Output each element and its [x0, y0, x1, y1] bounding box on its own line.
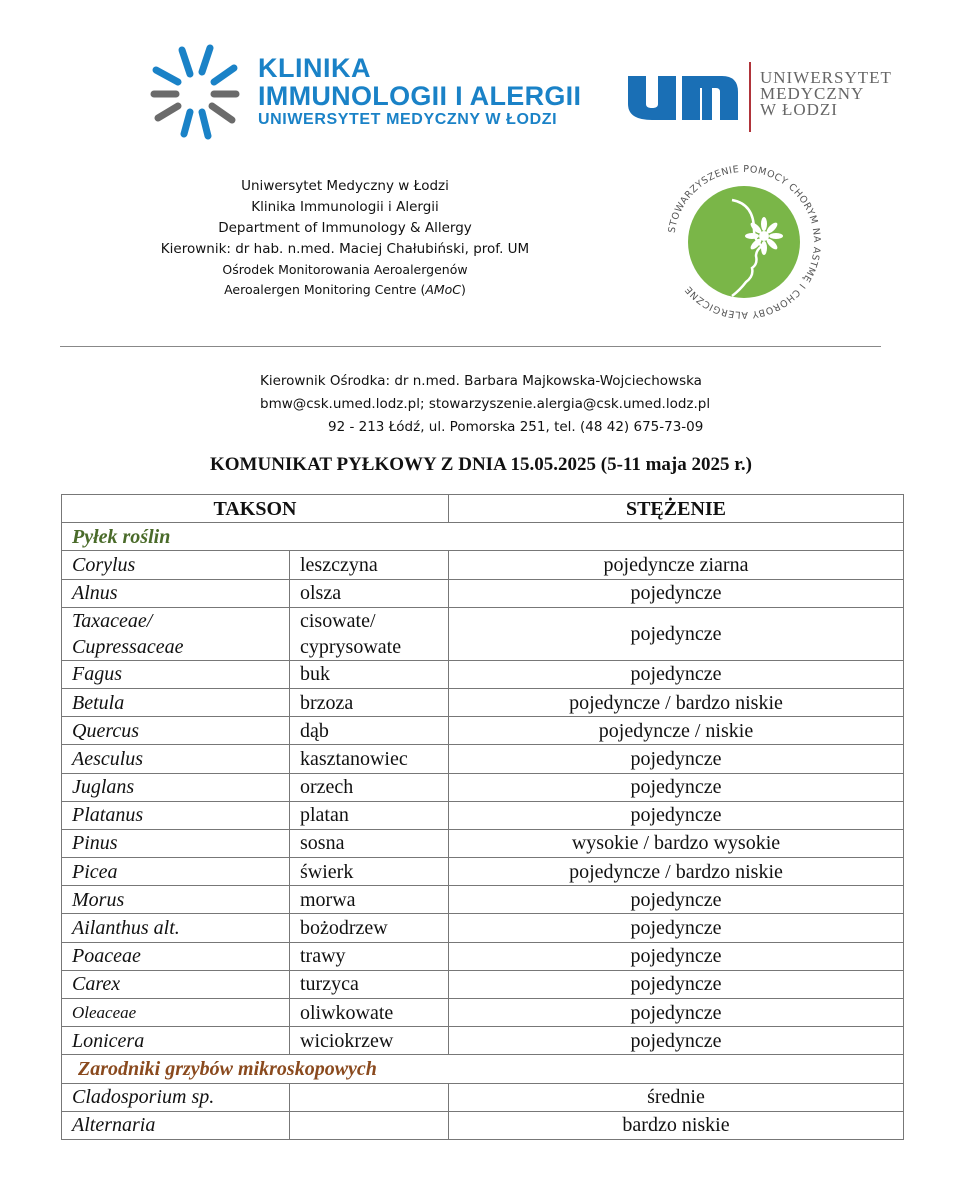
- taxon-latin: Quercus: [62, 717, 290, 745]
- taxon-latin: Alternaria: [62, 1111, 290, 1139]
- concentration: pojedyncze / bardzo niskie: [449, 688, 904, 716]
- institution-line: Klinika Immunologii i Alergii: [251, 199, 439, 215]
- concentration: pojedyncze ziarna: [449, 551, 904, 579]
- taxon-latin: Cladosporium sp.: [62, 1083, 290, 1111]
- taxon-polish: [290, 1083, 449, 1111]
- institution-centre-pl: Ośrodek Monitorowania Aeroalergenów: [222, 262, 468, 277]
- pollen-table: [61, 494, 904, 1140]
- institution-line: Uniwersytet Medyczny w Łodzi: [241, 178, 449, 194]
- taxon-polish: oliwkowate: [290, 999, 449, 1027]
- association-logo-circle: [688, 186, 800, 298]
- header-concentration: STĘŻENIE: [449, 495, 904, 523]
- taxon-polish: brzoza: [290, 688, 449, 716]
- contact-emails: bmw@csk.umed.lodz.pl; stowarzyszenie.alergia@csk.umed.lodz.pl: [260, 396, 711, 412]
- concentration: pojedyncze / bardzo niskie: [449, 858, 904, 886]
- taxon-latin: Corylus: [62, 551, 290, 579]
- kia-logo-line1: KLINIKA: [258, 53, 371, 83]
- kia-logo-icon: [150, 44, 240, 140]
- section-fungi: Zarodniki grzybów mikroskopowych: [62, 1055, 904, 1083]
- um-logo-divider: [749, 62, 751, 132]
- taxon-polish: świerk: [290, 858, 449, 886]
- table-row: [62, 551, 904, 579]
- section-row: [62, 1055, 904, 1083]
- table-row: [62, 858, 904, 886]
- taxon-polish: platan: [290, 801, 449, 829]
- table-header-row: [62, 495, 904, 523]
- institution-head: Kierownik: dr hab. n.med. Maciej Chałubiński, prof. UM: [160, 241, 530, 257]
- table-row: [62, 829, 904, 857]
- table-row: [62, 999, 904, 1027]
- um-logo-icon: [626, 74, 740, 122]
- taxon-polish: wiciokrzew: [290, 1027, 449, 1055]
- table-row: [62, 688, 904, 716]
- concentration: pojedyncze: [449, 1027, 904, 1055]
- page-title: KOMUNIKAT PYŁKOWY Z DNIA 15.05.2025 (5-11 maja 2025 r.): [209, 454, 753, 475]
- concentration: pojedyncze: [449, 999, 904, 1027]
- table-row: [62, 1027, 904, 1055]
- concentration: pojedyncze: [449, 801, 904, 829]
- kia-logo-line2: IMMUNOLOGII I ALERGII: [258, 81, 582, 111]
- taxon-latin: Fagus: [62, 660, 290, 688]
- concentration: pojedyncze: [449, 660, 904, 688]
- table-row: [62, 1111, 904, 1139]
- concentration: pojedyncze: [449, 579, 904, 607]
- taxon-polish: trawy: [290, 942, 449, 970]
- table-row: [62, 970, 904, 998]
- taxon-latin: Morus: [62, 886, 290, 914]
- contact-address: 92 - 213 Łódź, ul. Pomorska 251, tel. (48 42) 675-73-09: [328, 419, 704, 435]
- taxon-polish: morwa: [290, 886, 449, 914]
- section-row: [62, 523, 904, 551]
- section-pollen: Pyłek roślin: [62, 523, 904, 551]
- concentration: średnie: [449, 1083, 904, 1111]
- taxon-latin: Taxaceae/ Cupressaceae: [62, 607, 290, 660]
- taxon-polish: dąb: [290, 717, 449, 745]
- contact-info: [260, 370, 780, 439]
- taxon-latin: Juglans: [62, 773, 290, 801]
- um-logo-text: [760, 70, 892, 118]
- taxon-polish: bożodrzew: [290, 914, 449, 942]
- concentration: pojedyncze: [449, 773, 904, 801]
- concentration: pojedyncze: [449, 607, 904, 660]
- taxon-latin: Aesculus: [62, 745, 290, 773]
- taxon-latin: Betula: [62, 688, 290, 716]
- table-row: [62, 801, 904, 829]
- taxon-polish: kasztanowiec: [290, 745, 449, 773]
- taxon-latin: Pinus: [62, 829, 290, 857]
- concentration: pojedyncze: [449, 970, 904, 998]
- table-row: [62, 942, 904, 970]
- association-ring-text: STOWARZYSZENIE POMOCY CHORYM NA ASTMĘ I CHOROBY ALERGICZNE: [666, 163, 823, 321]
- kia-logo-line3: UNIWERSYTET MEDYCZNY W ŁODZI: [258, 111, 558, 128]
- concentration: pojedyncze: [449, 942, 904, 970]
- taxon-latin: Carex: [62, 970, 290, 998]
- taxon-polish: orzech: [290, 773, 449, 801]
- taxon-latin: Ailanthus alt.: [62, 914, 290, 942]
- taxon-polish: buk: [290, 660, 449, 688]
- centre-head: Kierownik Ośrodka: dr n.med. Barbara Majkowska-Wojciechowska: [260, 373, 702, 389]
- table-row: [62, 660, 904, 688]
- taxon-polish: cisowate/ cyprysowate: [290, 607, 449, 660]
- table-row: [62, 886, 904, 914]
- concentration: bardzo niskie: [449, 1111, 904, 1139]
- taxon-polish: [290, 1111, 449, 1139]
- institution-info: [120, 176, 570, 300]
- association-logo: [662, 160, 826, 324]
- concentration: pojedyncze: [449, 745, 904, 773]
- institution-line: Department of Immunology & Allergy: [218, 220, 472, 236]
- um-logo-line3: W ŁODZI: [760, 100, 838, 119]
- taxon-latin: Poaceae: [62, 942, 290, 970]
- table-row: [62, 717, 904, 745]
- taxon-latin: Platanus: [62, 801, 290, 829]
- um-logo-line2: MEDYCZNY: [760, 84, 865, 103]
- header-divider: [60, 346, 881, 347]
- concentration: wysokie / bardzo wysokie: [449, 829, 904, 857]
- concentration: pojedyncze: [449, 914, 904, 942]
- concentration: pojedyncze: [449, 886, 904, 914]
- table-row: [62, 914, 904, 942]
- table-row: [62, 607, 904, 660]
- kia-logo-text: [258, 54, 581, 130]
- table-row: [62, 745, 904, 773]
- taxon-latin: Alnus: [62, 579, 290, 607]
- taxon-polish: turzyca: [290, 970, 449, 998]
- taxon-latin: Oleaceae: [62, 999, 290, 1027]
- header-taxon: TAKSON: [62, 495, 449, 523]
- concentration: pojedyncze / niskie: [449, 717, 904, 745]
- table-row: [62, 773, 904, 801]
- table-row: [62, 1083, 904, 1111]
- um-logo-line1: UNIWERSYTET: [760, 68, 892, 87]
- taxon-polish: olsza: [290, 579, 449, 607]
- taxon-latin: Picea: [62, 858, 290, 886]
- taxon-polish: leszczyna: [290, 551, 449, 579]
- table-row: [62, 579, 904, 607]
- taxon-latin: Lonicera: [62, 1027, 290, 1055]
- institution-centre-en: Aeroalergen Monitoring Centre (AMoC): [224, 282, 466, 297]
- taxon-polish: sosna: [290, 829, 449, 857]
